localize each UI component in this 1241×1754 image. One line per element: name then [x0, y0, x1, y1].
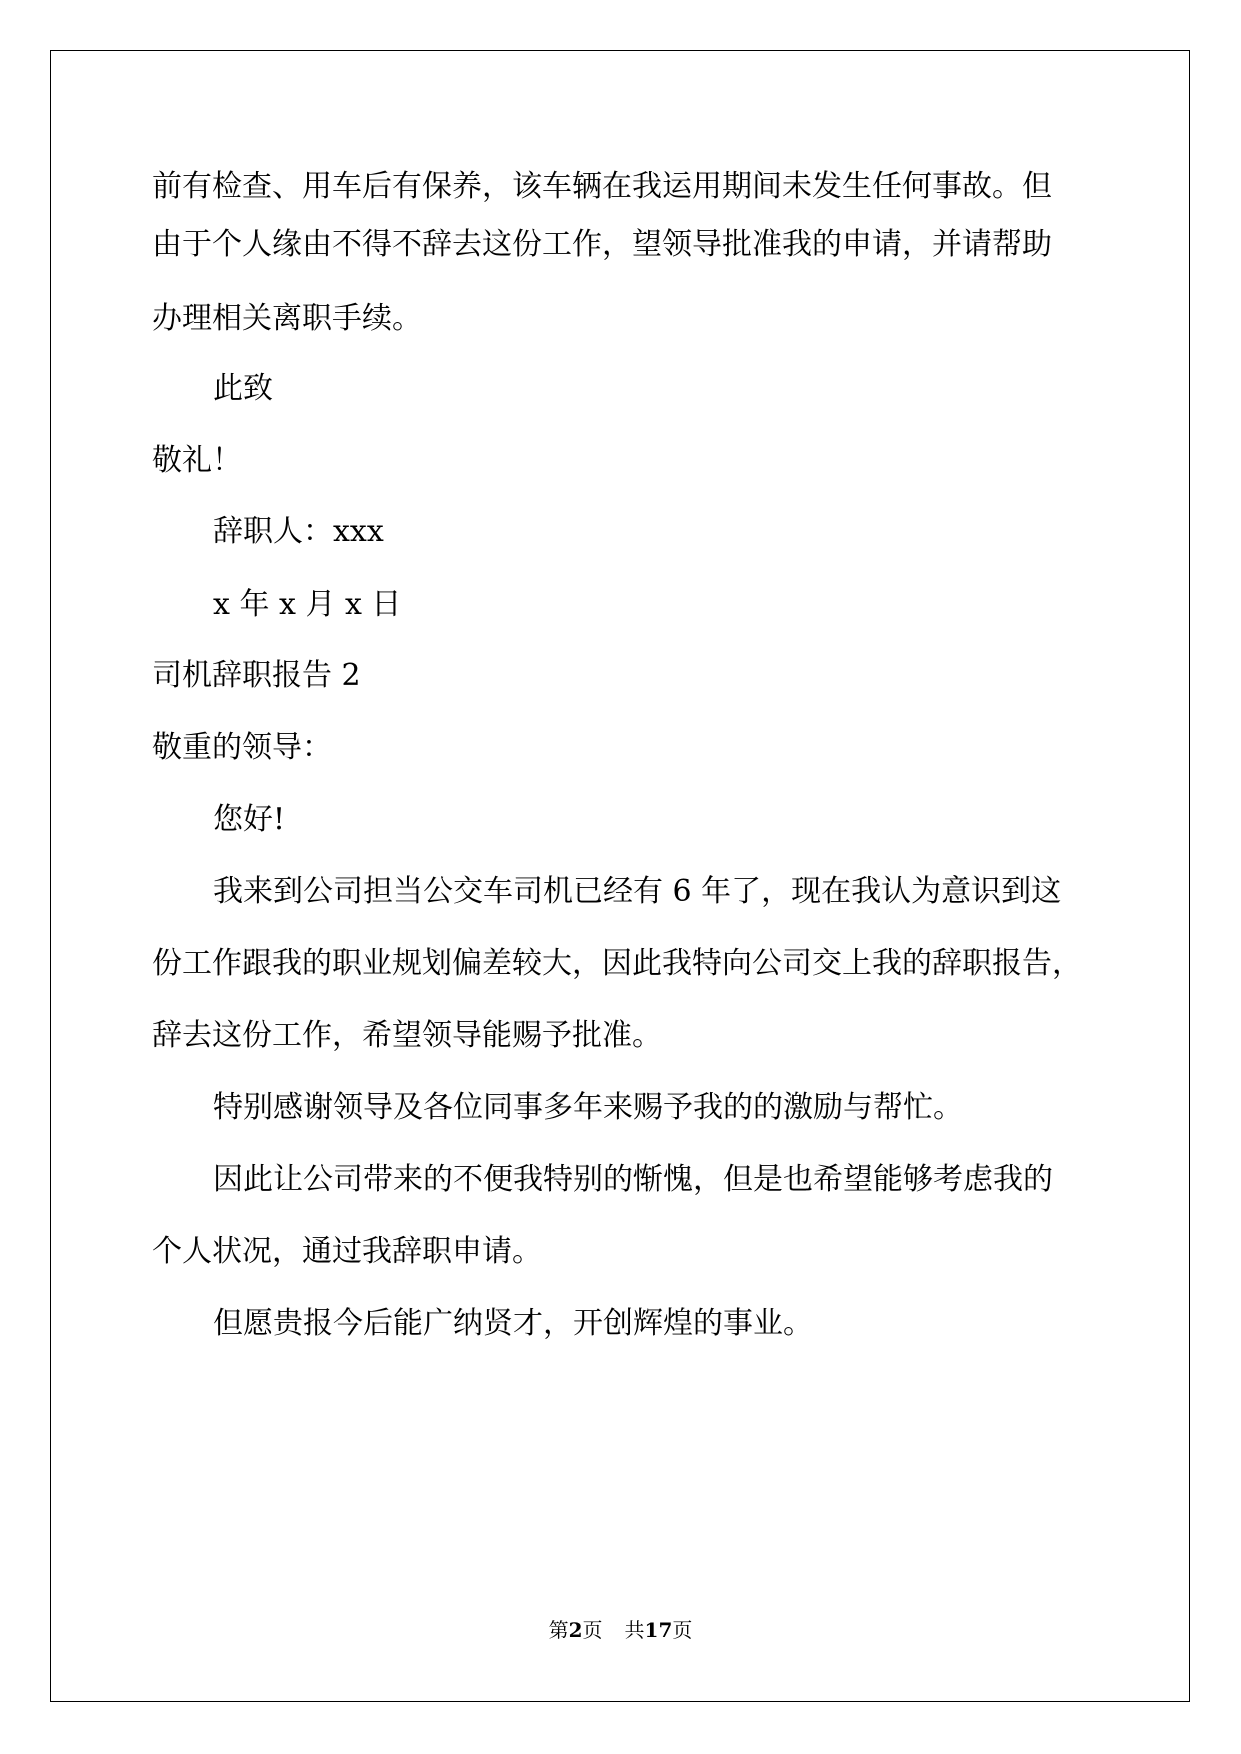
footer-total-prefix: 共 — [624, 1618, 645, 1642]
footer-prefix: 第 — [548, 1618, 569, 1642]
closing-line: 敬礼！ — [152, 443, 242, 478]
body-line-4: 我来到公司担当公交车司机已经有 6 年了，现在我认为意识到这 — [213, 874, 1062, 909]
body-line-5: 份工作跟我的职业规划偏差较大，因此我特向公司交上我的辞职报告， — [152, 946, 1082, 981]
body-line-1: 前有检查、用车后有保养，该车辆在我运用期间未发生任何事故。但 — [152, 169, 1052, 204]
footer-total-suffix: 页 — [672, 1618, 693, 1642]
addressee-line: 敬重的领导： — [152, 730, 332, 765]
salutation-line: 此致 — [213, 371, 273, 406]
page-footer — [0, 1614, 1241, 1643]
body-line-3: 办理相关离职手续。 — [152, 301, 422, 336]
greeting-line: 您好! — [213, 802, 286, 837]
body-line-2: 由于个人缘由不得不辞去这份工作，望领导批准我的申请，并请帮助 — [152, 227, 1052, 262]
body-line-7: 特别感谢领导及各位同事多年来赐予我的的激励与帮忙。 — [213, 1090, 963, 1125]
section-title: 司机辞职报告 2 — [152, 658, 361, 693]
body-line-10: 但愿贵报今后能广纳贤才，开创辉煌的事业。 — [213, 1306, 813, 1341]
body-line-8: 因此让公司带来的不便我特别的惭愧，但是也希望能够考虑我的 — [213, 1162, 1053, 1197]
total-page-number: 17 — [644, 1618, 673, 1642]
current-page-number: 2 — [568, 1618, 583, 1642]
date-line: x 年 x 月 x 日 — [213, 587, 402, 622]
body-line-9: 个人状况，通过我辞职申请。 — [152, 1234, 542, 1269]
body-line-6: 辞去这份工作，希望领导能赐予批准。 — [152, 1018, 662, 1053]
signer-line: 辞职人：xxx — [213, 514, 384, 549]
footer-page-suffix: 页 — [582, 1618, 603, 1642]
